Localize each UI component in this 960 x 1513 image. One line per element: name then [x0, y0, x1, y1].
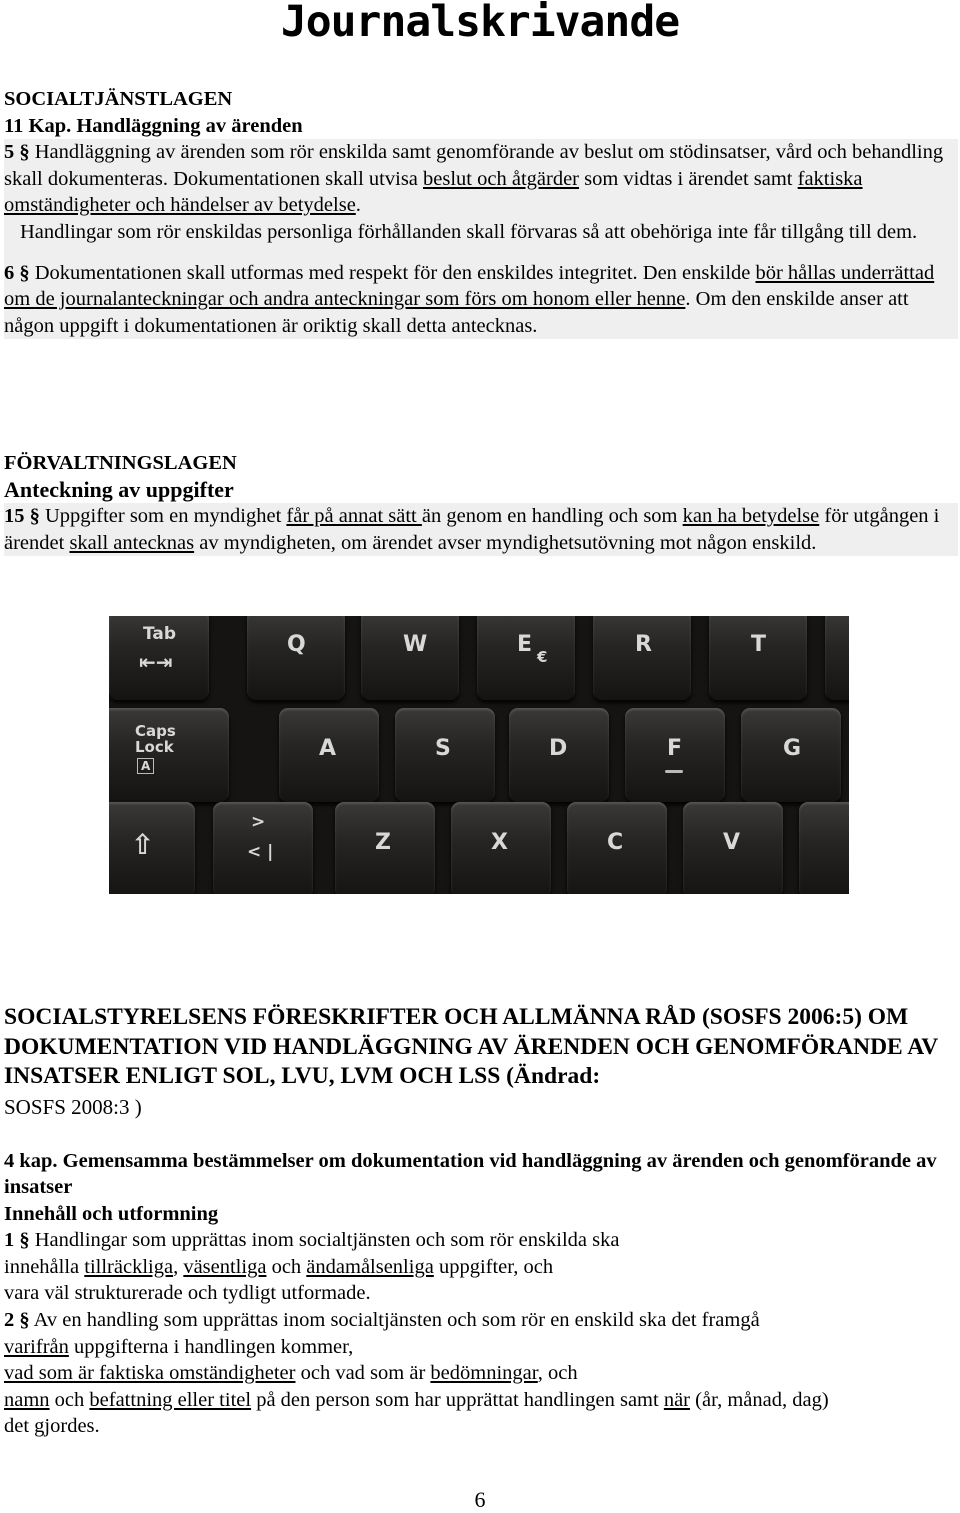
key-label: A	[319, 736, 337, 761]
key-partial	[799, 802, 849, 894]
underlined-text: när	[663, 1388, 691, 1411]
underlined-text: varifrån	[4, 1335, 69, 1358]
key-v	[683, 802, 783, 894]
text: för utgången i ärendet	[4, 505, 940, 554]
key-label: F	[667, 736, 683, 761]
text: Uppgifter som en myndighet	[39, 505, 287, 528]
key-angle-brackets	[213, 802, 313, 894]
key-label: C	[607, 830, 624, 855]
text: , och	[537, 1362, 578, 1385]
key-label: E	[517, 632, 533, 657]
chapter-heading: 11 Kap. Handläggning av ärenden	[4, 114, 303, 137]
section-socialtjanstlagen	[4, 86, 958, 339]
key-tab	[109, 616, 209, 700]
text: Handläggning av ärenden som rör enskilda samt genomförande av beslut om stödinsatser, vård och behandling skall dokumenteras. Dokumentationen skall utvisa	[4, 141, 944, 190]
page-number: 6	[474, 1487, 486, 1512]
paragraph-number: 2 §	[4, 1309, 30, 1332]
home-row-bump	[665, 770, 683, 773]
text: och vad som är	[295, 1362, 431, 1385]
key-label: < |	[247, 842, 274, 862]
text: .	[355, 194, 361, 217]
text: och	[266, 1255, 307, 1278]
key-label: T	[751, 632, 767, 657]
text: uppgifter, och	[433, 1255, 554, 1278]
text: vara väl strukturerade och tydligt utformade.	[4, 1282, 371, 1305]
text: än genom en handling och som	[421, 505, 683, 528]
key-d	[509, 708, 609, 802]
key-label: X	[491, 830, 508, 855]
key-a	[279, 708, 379, 802]
section-heading: FÖRVALTNINGSLAGEN	[4, 452, 237, 474]
key-partial	[825, 616, 849, 700]
key-t	[709, 616, 807, 700]
underlined-text: skall antecknas	[69, 531, 195, 554]
underlined-text: får på annat sätt	[286, 505, 422, 528]
text: Handlingar som upprättas inom socialtjänsten och som rör enskilda ska	[29, 1229, 620, 1252]
euro-icon: €	[537, 648, 548, 666]
paragraph-2	[4, 1307, 958, 1440]
underlined-text: vad som är faktiska omständigheter	[4, 1362, 296, 1385]
key-label: G	[783, 736, 802, 761]
paragraph-6	[4, 260, 958, 340]
text: Dokumentationen skall utformas med respekt för den enskildes integritet. Den enskilde	[29, 261, 756, 284]
key-label: V	[723, 830, 741, 855]
key-label: Tab	[143, 624, 177, 644]
underlined-text: bedömningar	[430, 1362, 538, 1385]
key-s	[395, 708, 495, 802]
heading-text: SOCIALSTYRELSENS FÖRESKRIFTER OCH ALLMÄNNA RÅD (SOSFS 2006:5) OM DOKUMENTATION VID HANDLÄGGNING AV ÄRENDEN OCH GENOMFÖRANDE AV INSATSER ENLIGT SOL, LVU, LVM OCH LSS (Ändrad:	[4, 1004, 938, 1089]
section-heading	[4, 1003, 958, 1092]
key-label: Caps	[135, 722, 176, 740]
key-r	[593, 616, 691, 700]
section-sosfs	[4, 1003, 958, 1440]
underlined-text: kan ha betydelse	[682, 505, 820, 528]
key-x	[451, 802, 551, 894]
key-label: D	[549, 736, 568, 761]
key-caps-lock	[109, 708, 229, 802]
shift-arrow-icon: ⇧	[131, 828, 155, 861]
underlined-text: bör hållas underrättad om de journalanteckningar och andra anteckningar som förs om honom eller henne	[4, 261, 935, 311]
paragraph-number: 6 §	[4, 261, 30, 284]
keyboard-photo	[109, 616, 849, 894]
paragraph-1	[4, 1227, 958, 1307]
underlined-text: väsentliga	[183, 1255, 267, 1278]
text: uppgifterna i handlingen kommer,	[68, 1335, 354, 1358]
text: det gjordes.	[4, 1415, 100, 1438]
underlined-text: tillräckliga	[84, 1255, 174, 1278]
subheading: Anteckning av uppgifter	[4, 476, 234, 502]
text: av myndigheten, om ärendet avser myndighetsutövning mot någon enskild.	[194, 531, 817, 554]
heading-amendment: SOSFS 2008:3 )	[4, 1094, 142, 1119]
text: (år, månad, dag)	[690, 1388, 829, 1411]
text: Av en handling som upprättas inom socialtjänsten och som rör en enskild ska det framgå	[29, 1309, 760, 1332]
text: . Om den enskilde anser att någon uppgift i dokumentationen är oriktig skall detta antecknas.	[4, 288, 909, 337]
section-forvaltningslagen	[4, 450, 958, 556]
key-shift	[109, 802, 195, 894]
key-label: >	[251, 812, 266, 832]
key-label: Z	[375, 830, 391, 855]
underlined-text: faktiska omständigheter och händelser av betydelse	[4, 167, 863, 217]
key-w	[361, 616, 459, 700]
paragraph-5-second: Handlingar som rör enskildas personliga förhållanden skall förvaras så att obehöriga inte får tillgång till dem.	[20, 220, 918, 243]
text: på den person som har upprättat handlingen samt	[251, 1388, 664, 1411]
caps-lock-indicator-icon: A	[137, 758, 154, 774]
chapter-heading: 4 kap. Gemensamma bestämmelser om dokumentation vid handläggning av ärenden och genomförande av insatser	[4, 1149, 937, 1199]
underlined-text: beslut och åtgärder	[423, 167, 579, 190]
key-label: S	[435, 736, 451, 761]
paragraph-number: 15 §	[4, 505, 40, 528]
key-e	[477, 616, 575, 700]
key-label: Q	[287, 632, 306, 657]
text: ,	[173, 1255, 184, 1278]
underlined-text: ändamålsenliga	[306, 1255, 434, 1278]
key-label: R	[635, 632, 652, 657]
tab-arrows-icon: ⇤⇥	[139, 650, 173, 674]
underlined-text: namn	[4, 1388, 50, 1411]
text: som vidtas i ärendet samt	[579, 167, 798, 190]
key-c	[567, 802, 667, 894]
document-title: Journalskrivande	[280, 0, 680, 47]
underlined-text: befattning eller titel	[89, 1388, 252, 1411]
key-label: Lock	[135, 738, 174, 756]
key-q	[247, 616, 345, 700]
key-label: W	[403, 632, 428, 657]
text: och	[49, 1388, 90, 1411]
paragraph-15	[4, 503, 958, 556]
paragraph-number: 5 §	[4, 141, 30, 164]
key-f	[625, 708, 725, 802]
text: innehålla	[4, 1255, 85, 1278]
paragraph-number: 1 §	[4, 1229, 30, 1252]
paragraph-5	[4, 139, 958, 245]
subheading: Innehåll och utformning	[4, 1202, 219, 1225]
section-heading: SOCIALTJÄNSTLAGEN	[4, 88, 233, 110]
key-z	[335, 802, 435, 894]
key-g	[741, 708, 841, 802]
